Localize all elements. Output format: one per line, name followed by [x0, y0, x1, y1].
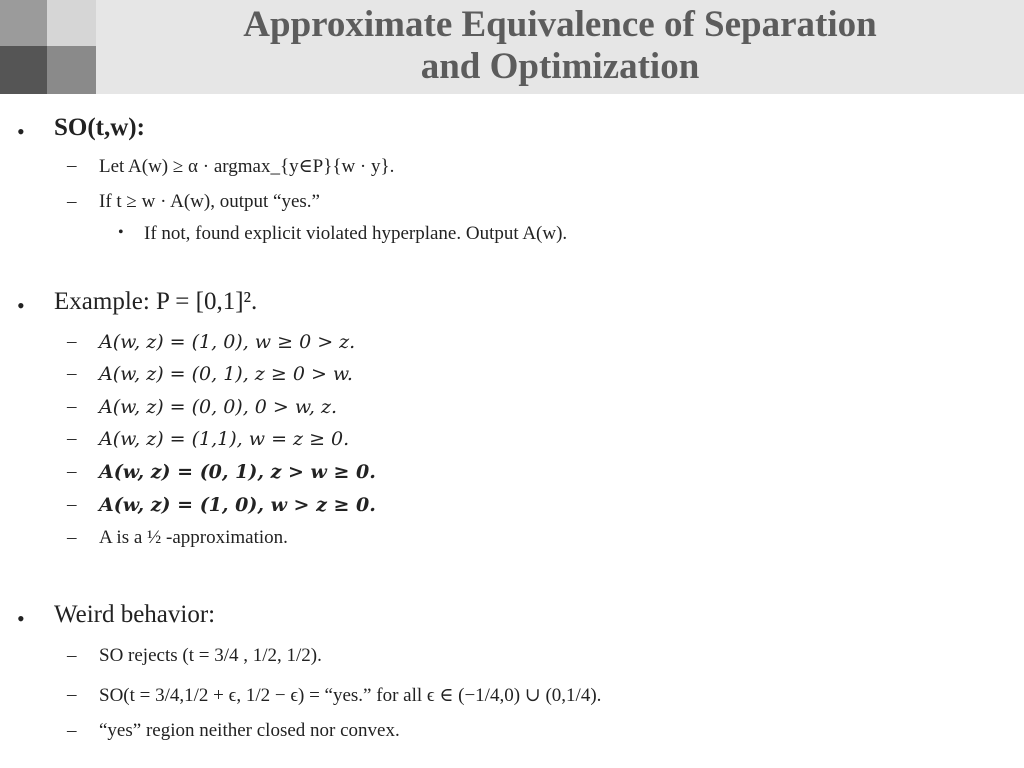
- dash-marker: –: [67, 645, 77, 666]
- slide-title-line: Approximate Equivalence of Separation: [243, 4, 877, 45]
- sub-bullet-line: A(w, z) = (0, 1), z ≥ 0 > w.: [99, 363, 353, 385]
- dash-marker: –: [67, 191, 77, 212]
- dash-marker: –: [67, 461, 77, 482]
- dash-marker: –: [67, 684, 77, 705]
- sub-bullet-line: A is a ½ -approximation.: [99, 527, 288, 548]
- decorative-square: [47, 46, 96, 94]
- decorative-square: [0, 0, 47, 46]
- dash-marker: –: [67, 428, 77, 449]
- dash-marker: –: [67, 155, 77, 176]
- slide-title-line: and Optimization: [420, 46, 700, 87]
- sub-bullet-line: SO rejects (t = 3/4 , 1/2, 1/2).: [99, 645, 322, 666]
- sub-bullet-line: Let A(w) ≥ α · argmax_{y∈P}{w · y}.: [99, 156, 395, 177]
- sub-bullet-line: SO(t = 3/4,1/2 + ϵ, 1/2 − ϵ) = “yes.” for all ϵ ∈ (−1/4,0) ∪ (0,1/4).: [99, 685, 602, 706]
- sub-sub-bullet-line: If not, found explicit violated hyperplane. Output A(w).: [144, 223, 568, 244]
- sub-bullet-line: “yes” region neither closed nor convex.: [99, 720, 400, 741]
- title-banner: [0, 0, 1024, 94]
- decorative-square: [0, 46, 47, 94]
- sub-bullet-line: If t ≥ w · A(w), output “yes.”: [99, 191, 320, 212]
- sub-bullet-line: A(w, z) = (1, 0), w ≥ 0 > z.: [99, 331, 356, 353]
- dash-marker: –: [67, 331, 77, 352]
- bullet-marker: •: [17, 293, 25, 318]
- dash-marker: –: [67, 720, 77, 741]
- bullet-line: Weird behavior:: [54, 601, 216, 628]
- dash-marker: –: [67, 527, 77, 548]
- bullet-marker: •: [17, 119, 25, 144]
- sub-bullet-line: A(w, z) = (1, 0), w > z ≥ 0.: [99, 494, 376, 516]
- dash-marker: –: [67, 396, 77, 417]
- bullet-line: Example: P = [0,1]².: [54, 288, 258, 315]
- sub-bullet-line: A(w, z) = (1,1), w = z ≥ 0.: [99, 428, 350, 450]
- dash-marker: –: [67, 363, 77, 384]
- slide-title: [96, 4, 1024, 88]
- bullet-line: SO(t,w):: [54, 114, 145, 141]
- decorative-square: [47, 0, 96, 46]
- sub-bullet-line: A(w, z) = (0, 1), z > w ≥ 0.: [99, 461, 376, 483]
- bullet-marker: •: [17, 606, 25, 631]
- sub-bullet-line: A(w, z) = (0, 0), 0 > w, z.: [99, 396, 338, 418]
- bullet-marker: •: [118, 224, 124, 241]
- dash-marker: –: [67, 494, 77, 515]
